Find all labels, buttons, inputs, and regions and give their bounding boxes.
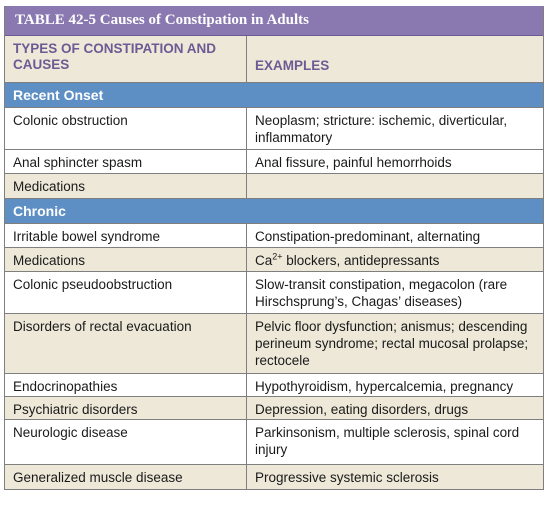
section-recent-onset: Recent Onset (5, 83, 543, 108)
cause-cell: Colonic obstruction (5, 108, 247, 149)
examples-cell: Neoplasm; stricture: ischemic, diverticular, inflammatory (255, 113, 508, 145)
examples-cell: Parkinsonism, multiple sclerosis, spinal cord injury (255, 425, 520, 457)
examples-cell: Slow-transit constipation, megacolon (rare Hirschsprung’s, Chagas’ diseases) (255, 277, 508, 309)
cause-cell: Irritable bowel syndrome (5, 224, 247, 247)
cause-cell: Generalized muscle disease (5, 465, 247, 489)
table-row (5, 465, 543, 490)
examples-prefix: Ca (255, 253, 273, 268)
table-row (5, 374, 543, 397)
table-header-row (5, 36, 543, 83)
examples-cell (247, 248, 543, 271)
table-row (5, 150, 543, 174)
table-row (5, 314, 543, 374)
cause-cell: Disorders of rectal evacuation (5, 314, 247, 373)
table-row (5, 174, 543, 199)
cause-cell: Anal sphincter spasm (5, 150, 247, 173)
table-row (5, 272, 543, 314)
examples-cell: Progressive systemic sclerosis (255, 470, 439, 485)
cause-cell: Neurologic disease (5, 420, 247, 464)
examples-cell (247, 174, 543, 198)
examples-cell: Hypothyroidism, hypercalcemia, pregnancy (255, 379, 514, 394)
section-chronic: Chronic (5, 199, 543, 224)
table-row (5, 224, 543, 248)
examples-cell: Pelvic floor dysfunction; anismus; descending perineum syndrome; rectal mucosal prolapse; rectocele (255, 319, 529, 368)
examples-cell: Constipation-predominant, alternating (255, 229, 481, 244)
examples-cell: Anal fissure, painful hemorrhoids (255, 155, 452, 170)
table-row (5, 420, 543, 465)
table-title: TABLE 42-5 Causes of Constipation in Adults (5, 6, 543, 36)
constipation-table (4, 6, 544, 490)
header-examples: EXAMPLES (255, 58, 330, 73)
table-row (5, 397, 543, 420)
table-row (5, 108, 543, 150)
cause-cell: Colonic pseudoobstruction (5, 272, 247, 313)
examples-cell: Depression, eating disorders, drugs (255, 402, 469, 417)
examples-suffix: blockers, antidepressants (282, 253, 440, 268)
header-types (5, 36, 247, 82)
cause-cell: Psychiatric disorders (5, 397, 247, 419)
cause-cell: Medications (5, 248, 247, 271)
cause-cell: Medications (5, 174, 247, 198)
examples-superscript: 2+ (272, 251, 283, 262)
table-row (5, 248, 543, 272)
cause-cell: Endocrinopathies (5, 374, 247, 396)
header-types-line1: TYPES OF CONSTIPATION AND (13, 41, 217, 56)
header-types-line2: CAUSES (13, 57, 70, 72)
